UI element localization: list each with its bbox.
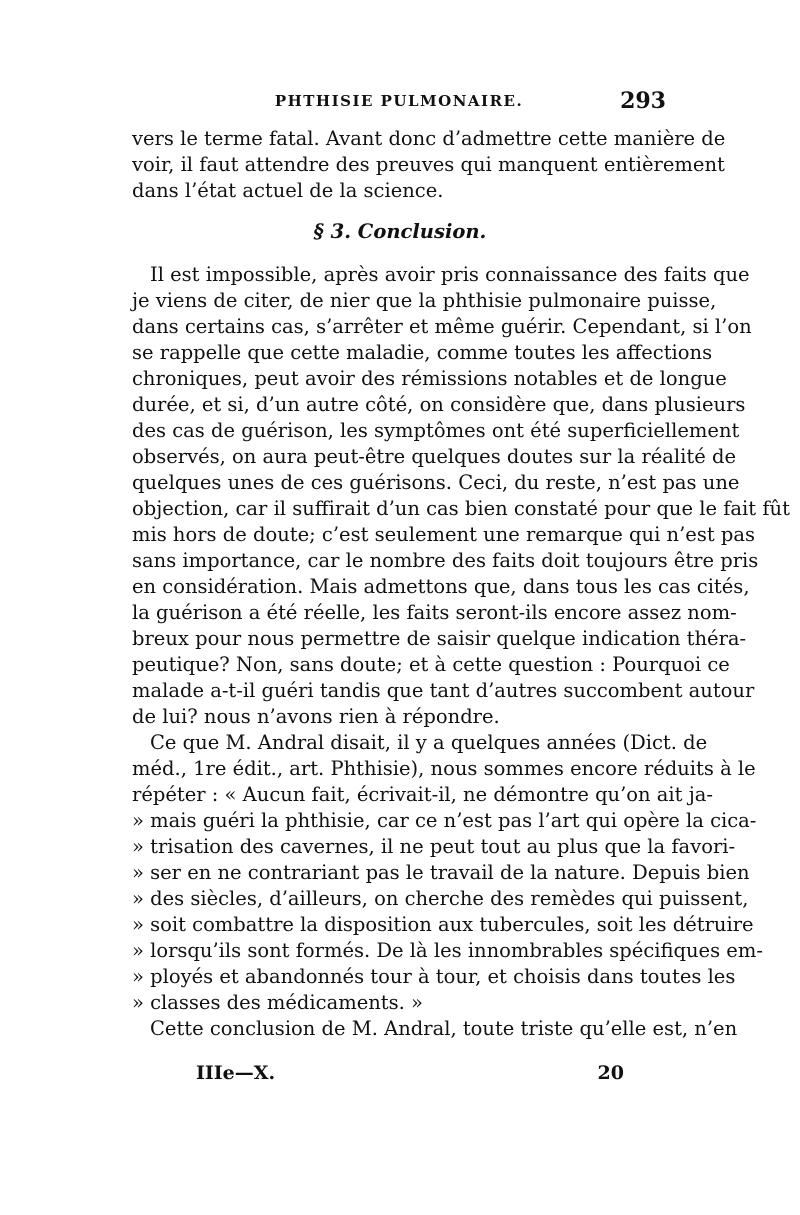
text-line: dans l’état actuel de la science.	[132, 179, 444, 202]
text-line: » soit combattre la disposition aux tubercules, soit les détruire	[132, 913, 754, 936]
text-line: chroniques, peut avoir des rémissions notables et de longue	[132, 367, 727, 390]
text-line: la guérison a été réelle, les faits seront-ils encore assez nom-	[132, 601, 737, 624]
text-line: durée, et si, d’un autre côté, on considère que, dans plusieurs	[132, 393, 746, 416]
page-number: 293	[620, 88, 666, 114]
text-line: méd., 1re édit., art. Phthisie), nous sommes encore réduits à le	[132, 757, 756, 780]
page-footer	[196, 1062, 624, 1092]
text-line: » mais guéri la phthisie, car ce n’est pas l’art qui opère la cica-	[132, 809, 757, 832]
text-line: vers le terme fatal. Avant donc d’admettre cette manière de	[132, 127, 726, 150]
body-text	[132, 126, 790, 1042]
running-title: PHTHISIE PULMONAIRE.	[274, 92, 524, 110]
section-heading: § 3. Conclusion.	[313, 220, 487, 243]
text-line: je viens de citer, de nier que la phthisie pulmonaire puisse,	[132, 289, 717, 312]
printer-signature: IIIe—X.	[196, 1062, 276, 1084]
text-line: répéter : « Aucun fait, écrivait-il, ne démontre qu’on ait ja-	[132, 783, 713, 806]
text-line: » lorsqu’ils sont formés. De là les innombrables spécifiques em-	[132, 939, 763, 962]
text-line: quelques unes de ces guérisons. Ceci, du reste, n’est pas une	[132, 471, 740, 494]
text-line: sans importance, car le nombre des faits doit toujours être pris	[132, 549, 759, 572]
text-line: » des siècles, d’ailleurs, on cherche des remèdes qui puissent,	[132, 887, 749, 910]
text-line: en considération. Mais admettons que, dans tous les cas cités,	[132, 575, 750, 598]
text-line: Il est impossible, après avoir pris connaissance des faits que	[150, 263, 750, 286]
text-line: Ce que M. Andral disait, il y a quelques années (Dict. de	[150, 731, 708, 754]
text-line: malade a-t-il guéri tandis que tant d’autres succombent autour	[132, 679, 755, 702]
paragraph-gap	[132, 204, 668, 212]
text-line: observés, on aura peut-être quelques doutes sur la réalité de	[132, 445, 736, 468]
text-line: breux pour nous permettre de saisir quelque indication théra-	[132, 627, 747, 650]
text-line: » ser en ne contrariant pas le travail de la nature. Depuis bien	[132, 861, 750, 884]
text-line: voir, il faut attendre des preuves qui manquent entièrement	[132, 153, 725, 176]
text-line: des cas de guérison, les symptômes ont été superficiellement	[132, 419, 740, 442]
text-line: peutique? Non, sans doute; et à cette question : Pourquoi ce	[132, 653, 730, 676]
text-line: objection, car il suffirait d’un cas bien constaté pour que le fait fût	[132, 497, 790, 520]
text-line: Cette conclusion de M. Andral, toute triste qu’elle est, n’en	[150, 1017, 738, 1040]
signature-number: 20	[597, 1062, 624, 1084]
text-line: mis hors de doute; c’est seulement une remarque qui n’est pas	[132, 523, 755, 546]
text-line: dans certains cas, s’arrêter et même guérir. Cependant, si l’on	[132, 315, 752, 338]
text-line: se rappelle que cette maladie, comme toutes les affections	[132, 341, 713, 364]
text-line: » classes des médicaments. »	[132, 991, 423, 1014]
text-line: de lui? nous n’avons rien à répondre.	[132, 705, 500, 728]
text-line: » ployés et abandonnés tour à tour, et choisis dans toutes les	[132, 965, 736, 988]
text-line: » trisation des cavernes, il ne peut tout au plus que la favori-	[132, 835, 736, 858]
running-header	[132, 88, 666, 122]
